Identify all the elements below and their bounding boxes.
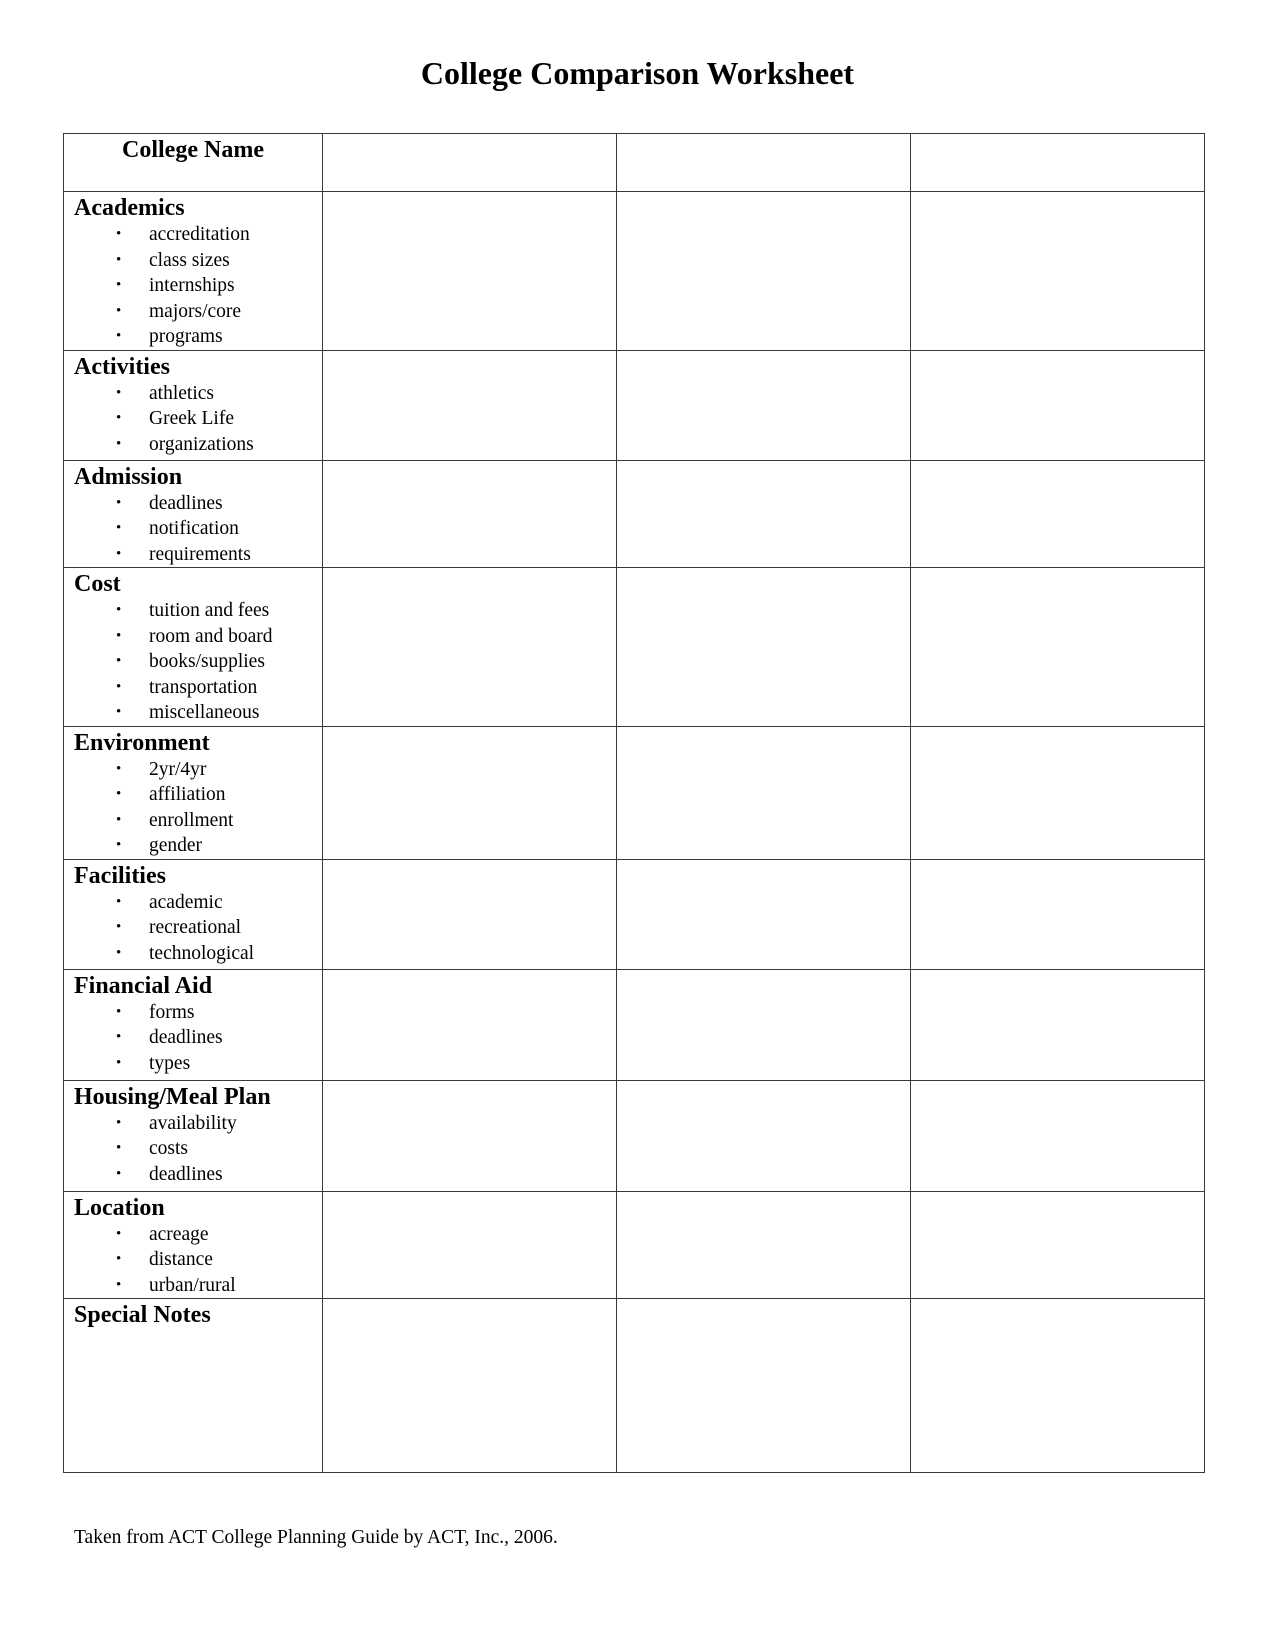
bullet-icon: • [116, 760, 122, 777]
source-footnote: Taken from ACT College Planning Guide by ACT, Inc., 2006. [74, 1527, 558, 1548]
list-item-label: technological [149, 942, 255, 964]
category-cell-facilities [64, 859, 323, 969]
list-item [74, 324, 322, 350]
entry-cell-admission-college-2[interactable] [617, 460, 911, 568]
category-row-housing-meal-plan [64, 1080, 1205, 1191]
category-row-admission [64, 460, 1205, 568]
category-row-activities [64, 350, 1205, 460]
list-item [74, 833, 322, 859]
list-item [74, 675, 322, 701]
bullet-icon: • [116, 384, 122, 401]
entry-cell-activities-college-2[interactable] [617, 350, 911, 460]
category-item-list [74, 598, 322, 726]
category-cell-admission [64, 460, 323, 568]
entry-cell-housing-meal-plan-college-2[interactable] [617, 1080, 911, 1191]
entry-cell-academics-college-3[interactable] [911, 192, 1205, 351]
list-item-label: room and board [149, 625, 273, 647]
bullet-icon: • [116, 1054, 122, 1071]
list-item [74, 941, 322, 967]
bullet-icon: • [116, 1225, 122, 1242]
list-item-label: availability [149, 1112, 237, 1134]
list-item [74, 516, 322, 542]
category-title: Facilities [74, 862, 166, 889]
bullet-icon: • [116, 944, 122, 961]
list-item-label: books/supplies [149, 651, 265, 672]
bullet-icon: • [116, 704, 122, 720]
entry-cell-activities-college-3[interactable] [911, 350, 1205, 460]
entry-cell-financial-aid-college-1[interactable] [323, 969, 617, 1080]
list-item-label: acreage [149, 1223, 209, 1245]
entry-cell-academics-college-1[interactable] [323, 192, 617, 351]
entry-cell-housing-meal-plan-college-1[interactable] [323, 1080, 617, 1191]
list-item [74, 542, 322, 568]
category-title: Admission [74, 463, 183, 490]
category-item-list [74, 890, 322, 967]
bullet-icon: • [116, 410, 122, 426]
entry-cell-financial-aid-college-2[interactable] [617, 969, 911, 1080]
bullet-icon: • [116, 1251, 122, 1267]
bullet-icon: • [116, 678, 122, 695]
list-item-label: 2yr/4yr [149, 758, 207, 780]
bullet-icon: • [116, 251, 122, 268]
list-item-label: costs [149, 1138, 188, 1159]
list-item [74, 381, 322, 407]
entry-cell-location-college-2[interactable] [617, 1191, 911, 1299]
bullet-icon: • [116, 893, 122, 910]
college-name-cell-1[interactable] [323, 134, 617, 192]
bullet-icon: • [116, 919, 122, 935]
category-item-list [74, 222, 322, 350]
bullet-icon: • [116, 435, 122, 452]
entry-cell-financial-aid-college-3[interactable] [911, 969, 1205, 1080]
bullet-icon: • [116, 837, 122, 853]
entry-cell-cost-college-2[interactable] [617, 568, 911, 727]
list-item-label: class sizes [149, 249, 230, 271]
list-item [74, 491, 322, 517]
header-row [64, 134, 1205, 192]
bullet-icon: • [116, 277, 122, 293]
entry-cell-admission-college-1[interactable] [323, 460, 617, 568]
list-item-label: accreditation [149, 224, 250, 245]
list-item-label: types [149, 1052, 191, 1074]
category-item-list [74, 757, 322, 859]
category-cell-financial-aid [64, 969, 323, 1080]
category-row-financial-aid [64, 969, 1205, 1080]
category-item-list [74, 1111, 322, 1188]
category-cell-cost [64, 568, 323, 727]
list-item [74, 757, 322, 783]
college-name-cell-2[interactable] [617, 134, 911, 192]
bullet-icon: • [116, 1003, 122, 1020]
bullet-icon: • [116, 1114, 122, 1131]
list-item [74, 1051, 322, 1077]
list-item [74, 222, 322, 248]
entry-cell-cost-college-3[interactable] [911, 568, 1205, 727]
list-item-label: notification [149, 518, 239, 539]
bullet-icon: • [116, 520, 122, 536]
list-item [74, 1000, 322, 1026]
entry-cell-facilities-college-2[interactable] [617, 859, 911, 969]
list-item-label: gender [149, 835, 203, 856]
bullet-icon: • [116, 602, 122, 618]
list-item [74, 248, 322, 274]
bullet-icon: • [116, 302, 122, 319]
category-title: Financial Aid [74, 972, 213, 999]
bullet-icon: • [116, 494, 122, 511]
entry-cell-special-notes-college-2[interactable] [617, 1299, 911, 1473]
list-item-label: transportation [149, 676, 258, 698]
list-item [74, 1111, 322, 1137]
category-title: Special Notes [74, 1302, 211, 1328]
list-item-label: forms [149, 1001, 195, 1023]
list-item [74, 1273, 322, 1299]
entry-cell-location-college-3[interactable] [911, 1191, 1205, 1299]
list-item-label: tuition and fees [149, 600, 270, 621]
entry-cell-location-college-1[interactable] [323, 1191, 617, 1299]
list-item-label: programs [149, 326, 223, 347]
list-item [74, 1025, 322, 1051]
category-row-academics [64, 192, 1205, 351]
list-item [74, 915, 322, 941]
list-item-label: deadlines [149, 492, 223, 514]
entry-cell-facilities-college-3[interactable] [911, 859, 1205, 969]
list-item-label: affiliation [149, 784, 226, 805]
category-item-list [74, 1000, 322, 1077]
list-item [74, 1136, 322, 1162]
page-title: College Comparison Worksheet [420, 55, 855, 91]
category-title: Housing/Meal Plan [74, 1083, 271, 1110]
list-item-label: Greek Life [149, 408, 234, 429]
bullet-icon: • [116, 328, 122, 344]
bullet-icon: • [116, 653, 122, 669]
category-item-list [74, 381, 322, 458]
entry-cell-housing-meal-plan-college-3[interactable] [911, 1080, 1205, 1191]
list-item [74, 1247, 322, 1273]
list-item [74, 432, 322, 458]
category-cell-activities [64, 350, 323, 460]
list-item [74, 1162, 322, 1188]
list-item [74, 299, 322, 325]
list-item-label: requirements [149, 543, 251, 565]
list-item-label: internships [149, 275, 235, 296]
entry-cell-cost-college-1[interactable] [323, 568, 617, 727]
category-row-special-notes [64, 1299, 1205, 1473]
category-cell-environment [64, 726, 323, 859]
list-item-label: enrollment [149, 809, 234, 831]
list-item-label: recreational [149, 917, 242, 938]
entry-cell-environment-college-2[interactable] [617, 726, 911, 859]
category-cell-housing-meal-plan [64, 1080, 323, 1191]
comparison-table [63, 133, 1205, 1473]
entry-cell-environment-college-3[interactable] [911, 726, 1205, 859]
list-item-label: urban/rural [149, 1274, 236, 1296]
list-item [74, 1222, 322, 1248]
bullet-icon: • [116, 1029, 122, 1045]
college-name-cell-3[interactable] [911, 134, 1205, 192]
entry-cell-special-notes-college-3[interactable] [911, 1299, 1205, 1473]
list-item [74, 808, 322, 834]
list-item-label: deadlines [149, 1027, 223, 1048]
category-title: Cost [74, 571, 121, 597]
entry-cell-academics-college-2[interactable] [617, 192, 911, 351]
category-item-list [74, 491, 322, 568]
category-row-location [64, 1191, 1205, 1299]
category-title: Location [74, 1194, 165, 1221]
list-item-label: organizations [149, 433, 254, 455]
list-item [74, 273, 322, 299]
category-row-facilities [64, 859, 1205, 969]
list-item [74, 782, 322, 808]
list-item [74, 700, 322, 726]
category-row-cost [64, 568, 1205, 727]
bullet-icon: • [116, 1165, 122, 1182]
bullet-icon: • [116, 627, 122, 644]
list-item-label: majors/core [149, 300, 242, 322]
category-row-environment [64, 726, 1205, 859]
list-item-label: miscellaneous [149, 702, 260, 723]
entry-cell-special-notes-college-1[interactable] [323, 1299, 617, 1473]
list-item-label: academic [149, 891, 223, 913]
category-cell-academics [64, 192, 323, 351]
list-item [74, 890, 322, 916]
category-title: Activities [74, 353, 170, 380]
list-item-label: distance [149, 1249, 213, 1270]
bullet-icon: • [116, 545, 122, 562]
list-item-label: athletics [149, 382, 214, 404]
entry-cell-activities-college-1[interactable] [323, 350, 617, 460]
bullet-icon: • [116, 1276, 122, 1293]
category-item-list [74, 1222, 322, 1299]
list-item [74, 624, 322, 650]
entry-cell-facilities-college-1[interactable] [323, 859, 617, 969]
bullet-icon: • [116, 226, 122, 242]
entry-cell-environment-college-1[interactable] [323, 726, 617, 859]
category-cell-special-notes [64, 1299, 323, 1473]
list-item [74, 598, 322, 624]
bullet-icon: • [116, 811, 122, 828]
category-title: Academics [74, 195, 185, 221]
list-item-label: deadlines [149, 1163, 223, 1185]
bullet-icon: • [116, 786, 122, 802]
category-cell-location [64, 1191, 323, 1299]
college-name-label: College Name [64, 134, 323, 192]
entry-cell-admission-college-3[interactable] [911, 460, 1205, 568]
category-title: Environment [74, 729, 210, 756]
bullet-icon: • [116, 1140, 122, 1156]
list-item [74, 649, 322, 675]
list-item [74, 406, 322, 432]
